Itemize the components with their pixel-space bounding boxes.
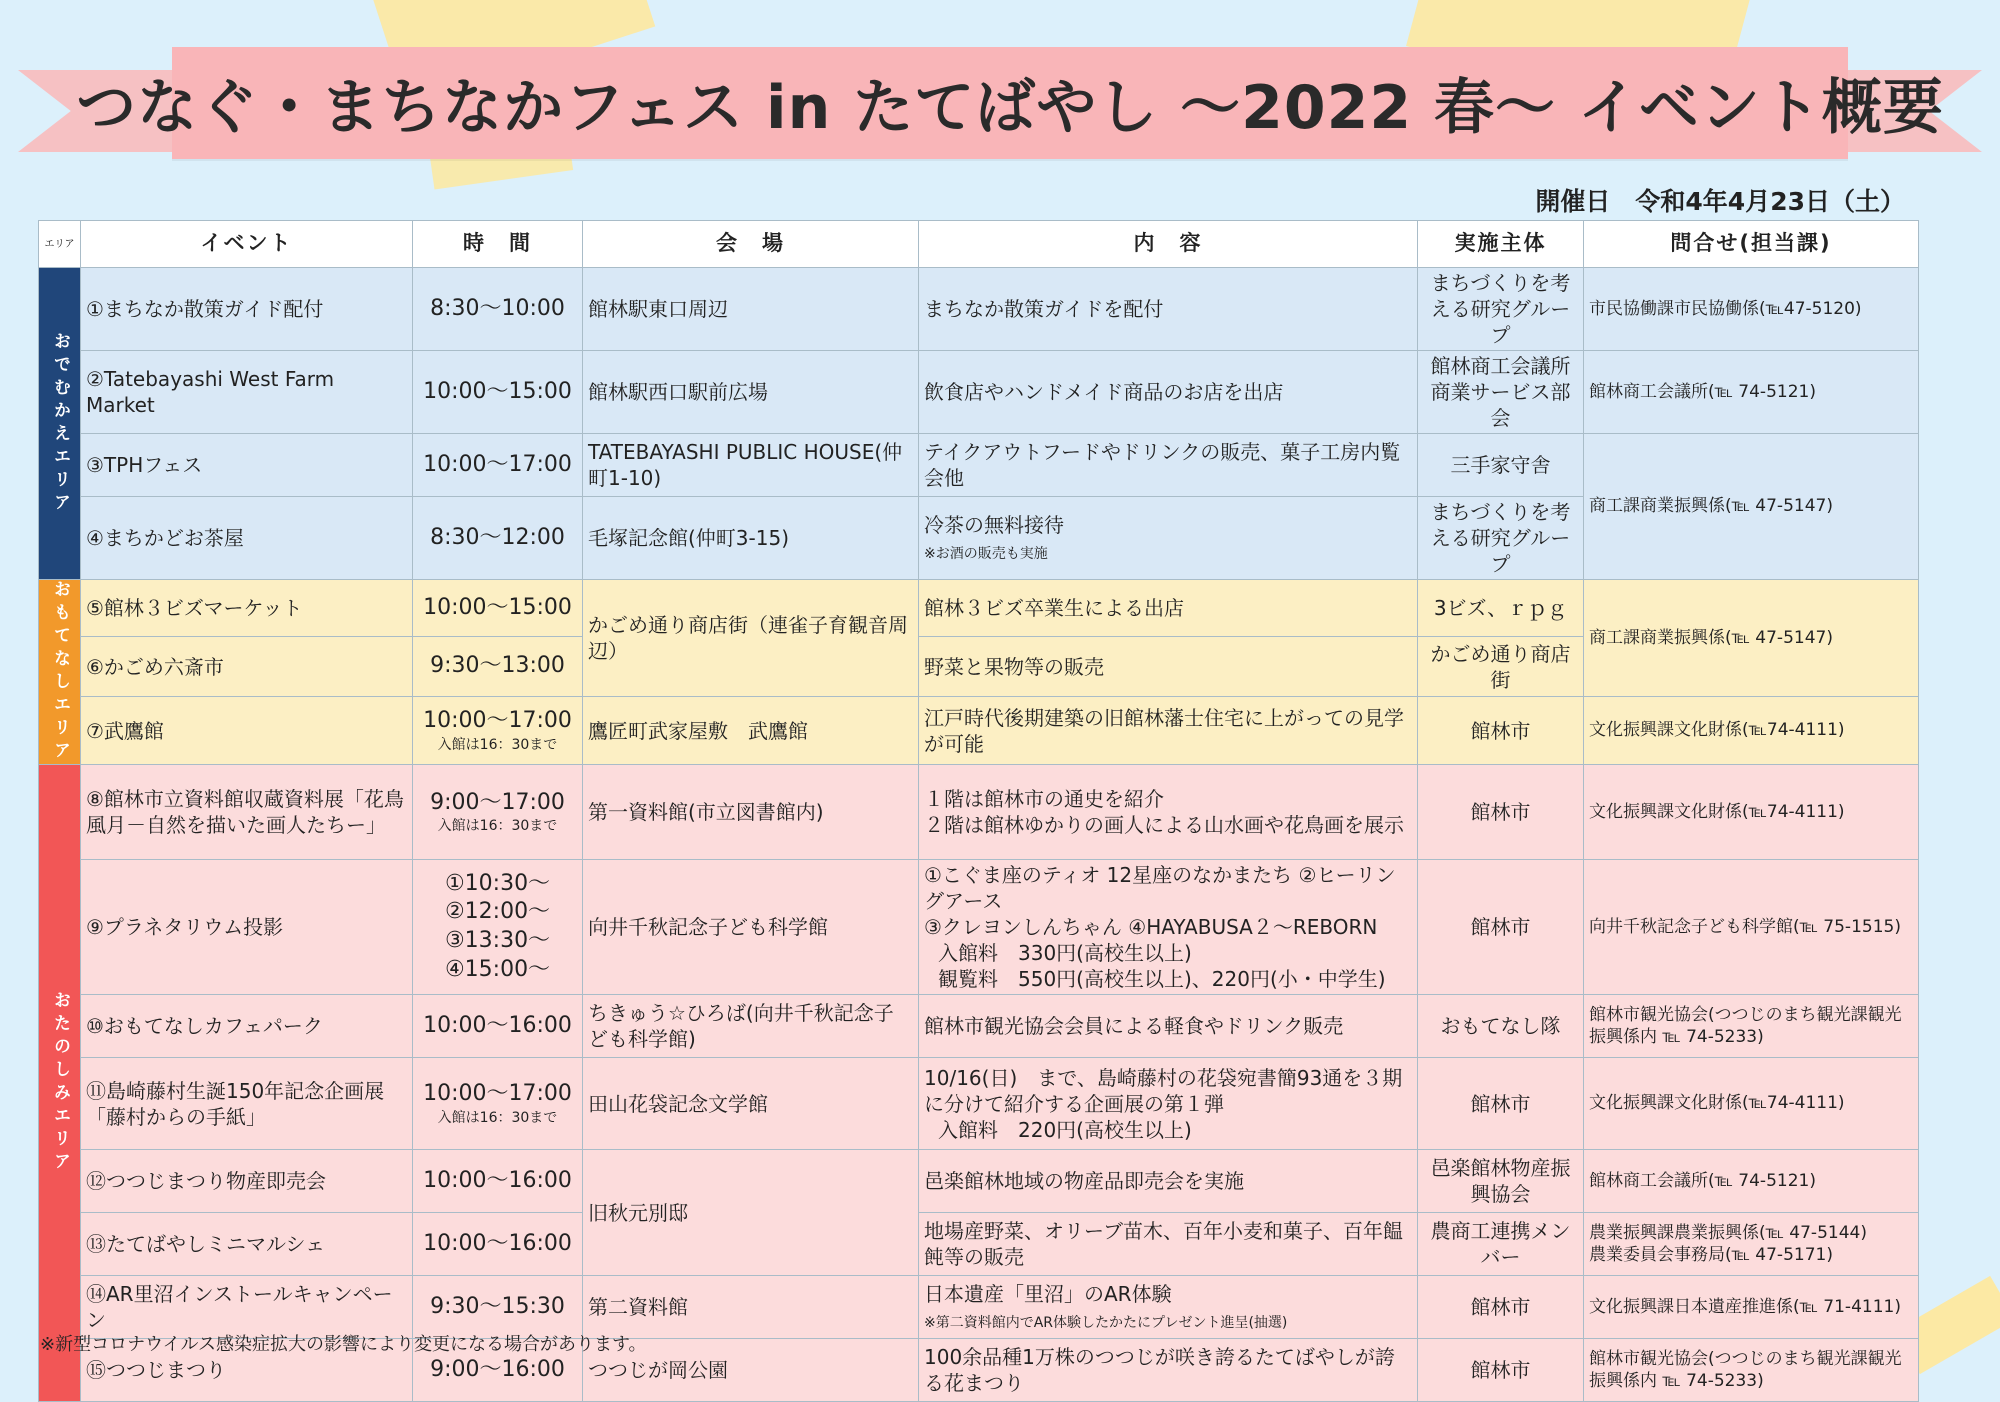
event-content (919, 1276, 1418, 1339)
header-time: 時 間 (413, 221, 583, 268)
table-row (39, 1058, 1919, 1150)
event-organizer: まちづくりを考える研究グループ (1418, 497, 1584, 580)
event-contact: 商工課商業振興係(℡ 47-5147) (1584, 580, 1919, 697)
content-line: ③クレヨンしんちゃん ④HAYABUSA２～REBORN (924, 915, 1378, 939)
event-venue: かごめ通り商店街（連雀子育観音周辺） (583, 580, 919, 697)
header-organizer: 実施主体 (1418, 221, 1584, 268)
event-time: 8:30～10:00 (413, 268, 583, 351)
event-venue: 第二資料館 (583, 1276, 919, 1339)
event-contact: 館林市観光協会(つつじのまち観光課観光振興係内 ℡ 74-5233) (1584, 1339, 1919, 1402)
event-date: 開催日 令和4年4月23日（土） (1535, 187, 1905, 216)
contact-line: 農業振興課農業振興係(℡ 47-5144) (1589, 1222, 1867, 1243)
event-organizer: 農商工連携メンバー (1418, 1213, 1584, 1276)
event-content: 野菜と果物等の販売 (919, 637, 1418, 697)
event-name: ①まちなか散策ガイド配付 (81, 268, 413, 351)
time-line: ②12:00～ (444, 899, 551, 925)
event-name: ⑥かごめ六斎市 (81, 637, 413, 697)
table-row (39, 1213, 1919, 1276)
event-venue: 毛塚記念館(仲町3-15) (583, 497, 919, 580)
event-content: 館林市観光協会会員による軽食やドリンク販売 (919, 995, 1418, 1058)
event-name: ②Tatebayashi West Farm Market (81, 351, 413, 434)
event-time (413, 765, 583, 860)
time-line: ①10:30～ (444, 870, 551, 896)
event-time: 8:30～12:00 (413, 497, 583, 580)
event-content: テイクアウトフードやドリンクの販売、菓子工房内覧会他 (919, 434, 1418, 497)
event-content: まちなか散策ガイドを配付 (919, 268, 1418, 351)
time-text: 10:00～17:00 (423, 1081, 572, 1107)
event-name: ⑮つつじまつり (81, 1339, 413, 1402)
event-time (413, 1058, 583, 1150)
event-organizer: 館林市 (1418, 1276, 1584, 1339)
event-time: 10:00～16:00 (413, 1150, 583, 1213)
header-content: 内 容 (919, 221, 1418, 268)
event-contact: 館林商工会議所(℡ 74-5121) (1584, 351, 1919, 434)
event-table (38, 220, 1919, 1402)
content-line: ①こぐま座のティオ 12星座のなかまたち ②ヒーリングアース (924, 863, 1396, 913)
event-contact: 文化振興課文化財係(℡74-4111) (1584, 697, 1919, 765)
event-venue: ちきゅう☆ひろば(向井千秋記念子ども科学館) (583, 995, 919, 1058)
event-contact: 館林商工会議所(℡ 74-5121) (1584, 1150, 1919, 1213)
content-line: 観覧料 550円(高校生以上)、220円(小・中学生) (938, 967, 1386, 991)
content-note: ※お酒の販売も実施 (924, 546, 1048, 562)
event-venue: 旧秋元別邸 (583, 1150, 919, 1276)
event-content: 100余品種1万株のつつじが咲き誇るたてばやしが誇る花まつり (919, 1339, 1418, 1402)
title-banner (76, 47, 1944, 159)
time-line: ③13:30～ (444, 928, 551, 953)
event-name: ⑧館林市立資料館収蔵資料展「花鳥風月－自然を描いた画人たちー」 (81, 765, 413, 860)
event-name: ⑨プラネタリウム投影 (81, 860, 413, 995)
event-time: 10:00～17:00 (413, 434, 583, 497)
event-content: 江戸時代後期建築の旧館林藩士住宅に上がっての見学が可能 (919, 697, 1418, 765)
event-organizer: 館林市 (1418, 1058, 1584, 1150)
event-name: ⑦武鷹館 (81, 697, 413, 765)
event-organizer: まちづくりを考える研究グループ (1418, 268, 1584, 351)
event-name: ⑪島崎藤村生誕150年記念企画展「藤村からの手紙」 (81, 1058, 413, 1150)
event-time: 10:00～15:00 (413, 351, 583, 434)
event-contact: 市民協働課市民協働係(℡47-5120) (1584, 268, 1919, 351)
event-venue: 館林駅西口駅前広場 (583, 351, 919, 434)
table-header-row (39, 221, 1919, 268)
event-venue: 第一資料館(市立図書館内) (583, 765, 919, 860)
time-text: 9:00～17:00 (430, 789, 565, 815)
time-note: 入館は16：30まで (437, 818, 558, 835)
event-organizer: 館林市 (1418, 765, 1584, 860)
event-contact: 文化振興課日本遺産推進係(℡ 71-4111) (1584, 1276, 1919, 1339)
content-text: 日本遺産「里沼」のAR体験 (924, 1282, 1172, 1306)
event-organizer: 邑楽館林物産振興協会 (1418, 1150, 1584, 1213)
event-content: 地場産野菜、オリーブ苗木、百年小麦和菓子、百年饂飩等の販売 (919, 1213, 1418, 1276)
area-label-otanoshimi: おたのしみエリア (39, 765, 81, 1402)
event-venue: TATEBAYASHI PUBLIC HOUSE(仲町1-10) (583, 434, 919, 497)
content-note: ※第二資料館内でAR体験したかたにプレゼント進呈(抽選) (924, 1315, 1288, 1331)
event-name: ⑭AR里沼インストールキャンペーン (81, 1276, 413, 1339)
event-content: 邑楽館林地域の物産品即売会を実施 (919, 1150, 1418, 1213)
event-organizer: 三手家守舎 (1418, 434, 1584, 497)
event-organizer: 3ビズ、ｒｐｇ (1418, 580, 1584, 637)
header-event: イベント (81, 221, 413, 268)
event-name: ⑫つつじまつり物産即売会 (81, 1150, 413, 1213)
event-time (413, 860, 583, 995)
event-organizer: 館林市 (1418, 697, 1584, 765)
event-contact (1584, 1213, 1919, 1276)
table-row (39, 268, 1919, 351)
header-contact: 問合せ(担当課) (1584, 221, 1919, 268)
table-row (39, 860, 1919, 995)
event-content (919, 1058, 1418, 1150)
event-time: 10:00～16:00 (413, 995, 583, 1058)
time-text: 10:00～17:00 (423, 708, 572, 734)
event-time: 10:00～16:00 (413, 1213, 583, 1276)
event-content: 飲食店やハンドメイド商品のお店を出店 (919, 351, 1418, 434)
event-organizer: かごめ通り商店街 (1418, 637, 1584, 697)
event-organizer: 館林市 (1418, 860, 1584, 995)
event-content (919, 497, 1418, 580)
footer-note: ※新型コロナウイルス感染症拡大の影響により変更になる場合があります。 (40, 1334, 647, 1355)
event-name: ③TPHフェス (81, 434, 413, 497)
header-area: エリア (39, 221, 81, 268)
table-row (39, 995, 1919, 1058)
content-line: 入館料 330円(高校生以上) (938, 941, 1192, 965)
event-organizer: 館林商工会議所商業サービス部会 (1418, 351, 1584, 434)
event-contact: 向井千秋記念子ども科学館(℡ 75-1515) (1584, 860, 1919, 995)
event-content (919, 860, 1418, 995)
content-text: 冷茶の無料接待 (924, 513, 1064, 537)
time-note: 入館は16：30まで (437, 1109, 558, 1126)
event-time: 9:30～15:30 (413, 1276, 583, 1339)
header-venue: 会 場 (583, 221, 919, 268)
time-note: 入館は16：30まで (437, 736, 558, 753)
page-title: つなぐ・まちなかフェス in たてばやし ～2022 春～ イベント概要 (76, 73, 1944, 143)
table-row (39, 434, 1919, 497)
event-name: ④まちかどお茶屋 (81, 497, 413, 580)
table-row (39, 1150, 1919, 1213)
event-organizer: 館林市 (1418, 1339, 1584, 1402)
content-line: 10/16(日) まで、島崎藤村の花袋宛書簡93通を３期に分けて紹介する企画展の第１弾 (924, 1065, 1403, 1116)
content-line: ２階は館林ゆかりの画人による山水画や花鳥画を展示 (924, 813, 1404, 837)
area-label-omotenashi: おもてなしエリア (39, 580, 81, 765)
content-line: 入館料 220円(高校生以上) (938, 1117, 1192, 1142)
event-name: ⑬たてばやしミニマルシェ (81, 1213, 413, 1276)
event-name: ⑤館林３ビズマーケット (81, 580, 413, 637)
table-row (39, 697, 1919, 765)
event-venue: 鷹匠町武家屋敷 武鷹館 (583, 697, 919, 765)
contact-line: 農業委員会事務局(℡ 47-5171) (1589, 1245, 1833, 1265)
event-venue: 館林駅東口周辺 (583, 268, 919, 351)
event-content (919, 765, 1418, 860)
event-time: 9:30～13:00 (413, 637, 583, 697)
event-contact: 文化振興課文化財係(℡74-4111) (1584, 765, 1919, 860)
table-row (39, 351, 1919, 434)
event-contact: 商工課商業振興係(℡ 47-5147) (1584, 434, 1919, 580)
event-time: 10:00～15:00 (413, 580, 583, 637)
time-line: ④15:00～ (444, 956, 551, 982)
event-contact: 館林市観光協会(つつじのまち観光課観光振興係内 ℡ 74-5233) (1584, 995, 1919, 1058)
event-organizer: おもてなし隊 (1418, 995, 1584, 1058)
event-venue: 向井千秋記念子ども科学館 (583, 860, 919, 995)
event-contact: 文化振興課文化財係(℡74-4111) (1584, 1058, 1919, 1150)
content-line: １階は館林市の通史を紹介 (924, 787, 1164, 811)
table-row (39, 580, 1919, 637)
event-time: 9:00～16:00 (413, 1339, 583, 1402)
event-content: 館林３ビズ卒業生による出店 (919, 580, 1418, 637)
event-name: ⑩おもてなしカフェパーク (81, 995, 413, 1058)
event-venue: つつじが岡公園 (583, 1339, 919, 1402)
area-label-omukae: おでむかえエリア (39, 268, 81, 580)
table-row (39, 765, 1919, 860)
event-venue: 田山花袋記念文学館 (583, 1058, 919, 1150)
event-time (413, 697, 583, 765)
